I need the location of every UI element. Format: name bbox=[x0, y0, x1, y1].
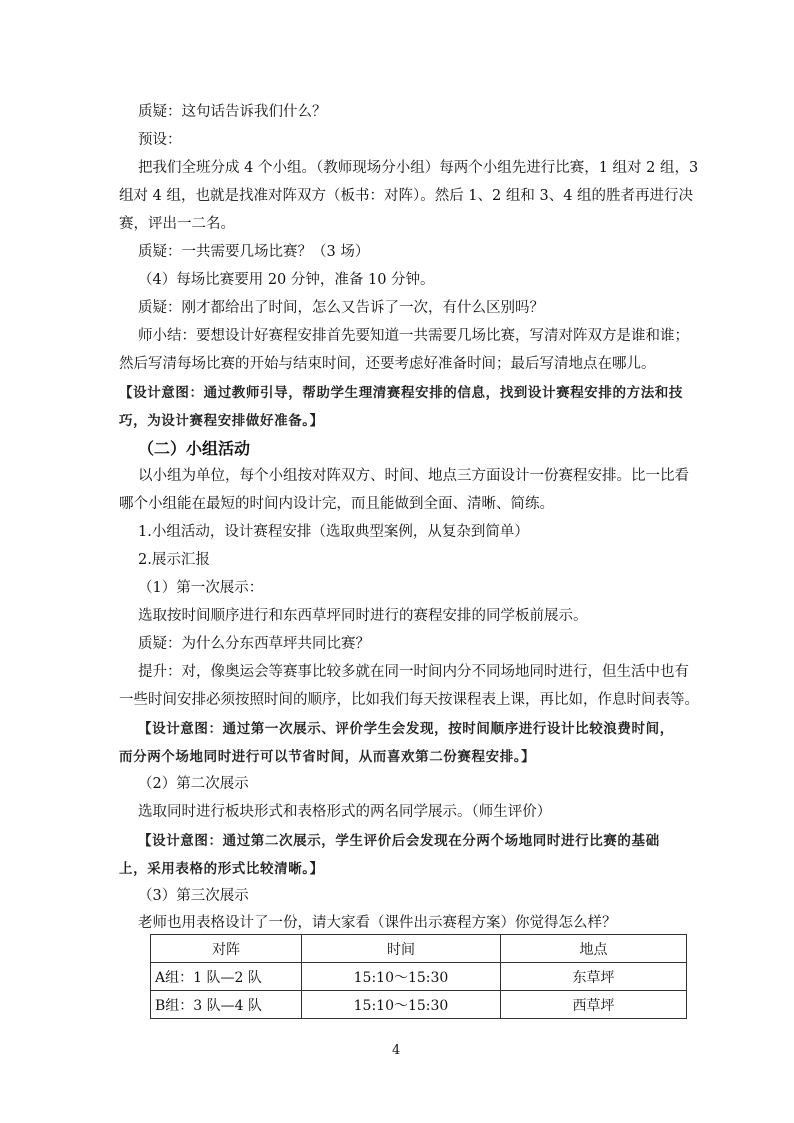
column-header: 时间 bbox=[302, 935, 501, 963]
design-intent-note: 【设计意图：通过教师引导，帮助学生理清赛程安排的信息，找到设计赛程安排的方法和技 bbox=[119, 385, 683, 401]
column-header: 对阵 bbox=[151, 935, 302, 963]
subsection-label: （1）第一次展示： bbox=[138, 580, 264, 596]
paragraph-line: 一些时间安排必须按照时间的顺序，比如我们每天按课程表上课，再比如，作息时间表等。 bbox=[119, 692, 699, 708]
paragraph-line: 赛，评出一二名。 bbox=[119, 216, 235, 232]
design-intent-note: 【设计意图：通过第一次展示、评价学生会发现，按时间顺序进行设计比较浪费时间， bbox=[138, 721, 674, 737]
table-cell: 西草坪 bbox=[501, 991, 687, 1019]
subsection-label: （2）第二次展示 bbox=[138, 776, 249, 792]
paragraph-line: 老师也用表格设计了一份，请大家看（课件出示赛程方案）你觉得怎么样？ bbox=[138, 915, 617, 931]
preset-label: 预设： bbox=[138, 132, 182, 148]
page-number: 4 bbox=[392, 1043, 401, 1058]
paragraph-line: 组对 4 组，也就是找准对阵双方（板书：对阵）。然后 1、2 组和 3、4 组的胜者再进行决 bbox=[119, 188, 694, 204]
question-line: 质疑：为什么分东西草坪共同比赛？ bbox=[138, 636, 370, 652]
table-row bbox=[151, 963, 687, 991]
summary-line: 师小结：要想设计好赛程安排首先要知道一共需要几场比赛，写清对阵双方是谁和谁； bbox=[138, 328, 689, 344]
paragraph-line: 选取同时进行板块形式和表格形式的两名同学展示。（师生评价） bbox=[138, 804, 552, 820]
design-intent-note: 【设计意图：通过第二次展示，学生评价后会发现在分两个场地同时进行比赛的基础 bbox=[138, 833, 660, 849]
subsection-label: （3）第三次展示 bbox=[138, 888, 249, 904]
table-cell: 15:10～15:30 bbox=[302, 963, 501, 991]
paragraph-line: 哪个小组能在最短的时间内设计完，而且能做到全面、清晰、简练。 bbox=[119, 496, 554, 512]
paragraph-line: （4）每场比赛要用 20 分钟，准备 10 分钟。 bbox=[138, 272, 435, 288]
paragraph-line: 提升：对，像奥运会等赛事比较多就在同一时间内分不同场地同时进行，但生活中也有 bbox=[138, 664, 689, 680]
schedule-table bbox=[150, 934, 687, 1019]
table-header-row bbox=[151, 935, 687, 963]
table-cell: 东草坪 bbox=[501, 963, 687, 991]
design-intent-note: 上，采用表格的形式比较清晰。】 bbox=[119, 861, 324, 877]
list-item: 2.展示汇报 bbox=[138, 552, 210, 568]
design-intent-note: 巧，为设计赛程安排做好准备。】 bbox=[119, 413, 324, 429]
summary-line: 然后写清每场比赛的开始与结束时间，还要考虑好准备时间；最后写清地点在哪儿。 bbox=[119, 356, 656, 372]
paragraph-line: 以小组为单位，每个小组按对阵双方、时间、地点三方面设计一份赛程安排。比一比看 bbox=[138, 468, 689, 484]
paragraph-line: 把我们全班分成 4 个小组。（教师现场分小组）每两个小组先进行比赛，1 组对 2 组，3 bbox=[138, 160, 699, 176]
table-row bbox=[151, 991, 687, 1019]
question-line: 质疑：这句话告诉我们什么？ bbox=[138, 104, 327, 120]
design-intent-note: 而分两个场地同时进行可以节省时间，从而喜欢第二份赛程安排。】 bbox=[119, 749, 536, 765]
table-cell: B组：3 队—4 队 bbox=[151, 991, 302, 1019]
question-line: 质疑：一共需要几场比赛？（3 场） bbox=[138, 244, 370, 260]
table-cell: 15:10～15:30 bbox=[302, 991, 501, 1019]
column-header: 地点 bbox=[501, 935, 687, 963]
list-item: 1.小组活动，设计赛程安排（选取典型案例，从复杂到简单） bbox=[138, 524, 529, 540]
paragraph-line: 选取按时间顺序进行和东西草坪同时进行的赛程安排的同学板前展示。 bbox=[138, 608, 588, 624]
question-line: 质疑：刚才都给出了时间，怎么又告诉了一次，有什么区别吗？ bbox=[138, 300, 544, 316]
table-cell: A组：1 队—2 队 bbox=[151, 963, 302, 991]
section-heading: （二）小组活动 bbox=[138, 439, 251, 458]
